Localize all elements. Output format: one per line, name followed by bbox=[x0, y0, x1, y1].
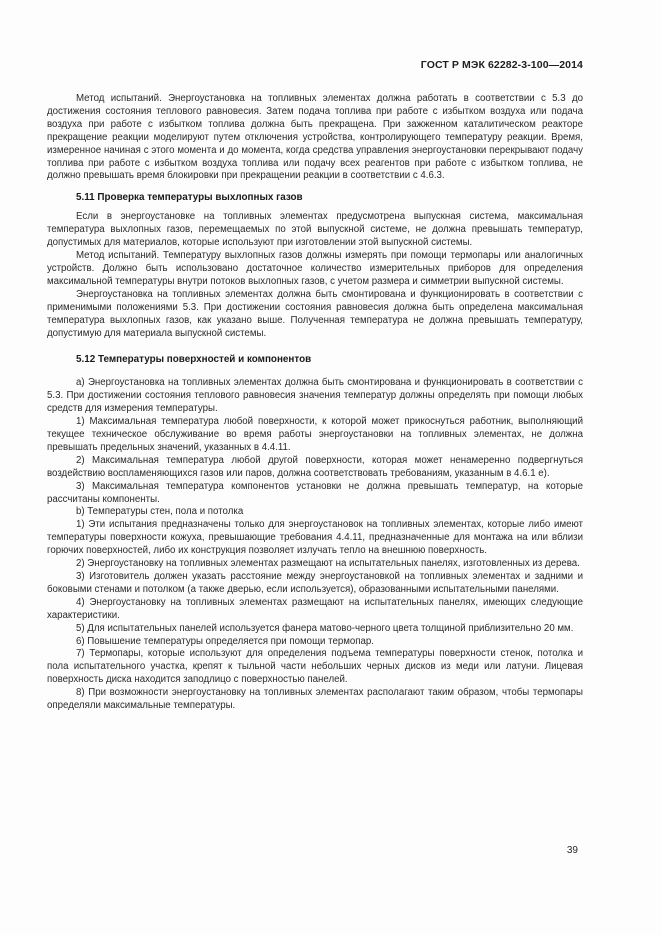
paragraph-5-12-b4: 4) Энергоустановку на топливных элементах размещают на испытательных панелях, имеющих следующие характеристики. bbox=[47, 596, 583, 621]
paragraph-5-12-b3: 3) Изготовитель должен указать расстояние между энергоустановкой на топливных элементах и задними и боковыми стенами и потолком (а также дверью, если используется), образованными испытательными панелями. bbox=[47, 571, 583, 595]
paragraph-5-12-a2: 2) Максимальная температура любой другой поверхности, которая может ненамеренно подвергнуться воздействию воспламеняющихся газов или паров, должна соответствовать требованиям, указанным в 4.6.1 е). bbox=[47, 454, 583, 479]
paragraph-5-12-a: а) Энергоустановка на топливных элементах должна быть смонтирована и функционировать в соответствии с 5.3. При достижении состояния теплового равновесия значения температур должны определять при помощи любых средств для измерения температуры. bbox=[47, 377, 583, 415]
paragraph-5-12-b7: 7) Термопары, которые используют для определения подъема температуры поверхности стенок, потолка и пола испытательного участка, крепят к тыльной части небольших черных дисков из меди или латуни. Лицевая поверхность диска находится заподлицо с поверхностью панелей. bbox=[47, 648, 583, 686]
standard-header: ГОСТ Р МЭК 62282-3-100—2014 bbox=[420, 59, 583, 71]
paragraph-5-12-b2: 2) Энергоустановку на топливных элементах размещают на испытательных панелях, изготовленных из дерева. bbox=[76, 558, 580, 570]
paragraph-5-11-1: Если в энергоустановке на топливных элементах предусмотрена выпускная система, максимальная температура выхлопных газов, перемещаемых по этой выпускной системе, не должна превышать температур, допустимых для материалов, которые используют при изготовлении этой выпускной системы. bbox=[47, 211, 583, 249]
paragraph-5-12-a3: 3) Максимальная температура компонентов установки не должна превышать температур, на которые рассчитаны компоненты. bbox=[47, 480, 583, 505]
paragraph-5-12-b6: 6) Повышение температуры определяется при помощи термопар. bbox=[76, 635, 375, 647]
paragraph-5-12-a1: 1) Максимальная температура любой поверхности, к которой может прикоснуться работник, выполняющий текущее техническое обслуживание во время работы энергоустановки на топливных элементах, не должна превышать предельных значений, указанных в 4.4.11. bbox=[47, 416, 583, 453]
document-body bbox=[47, 93, 583, 713]
paragraph-5-11-3: Энергоустановка на топливных элементах должна быть смонтирована и функционировать в соответствии с применимыми положениями 5.3. При достижении состояния равновесия должна быть определена максимальная температура выхлопных газов, как указано выше. Полученная температура не должна превышать температуру, допустимую для материала выпускной системы. bbox=[47, 288, 583, 339]
paragraph-5-12-b1: 1) Эти испытания предназначены только для энергоустановок на топливных элементах, которые либо имеют температуры поверхности кожуха, превышающие требования 4.4.11, предназначенные для монтажа на или вблизи горючих поверхностей, либо их конструкция позволяет излучать тепло на внешнюю поверхность. bbox=[47, 519, 583, 557]
paragraph-test-method: Метод испытаний. Энергоустановка на топливных элементах должна работать в соответствии с 5.3 до достижения состояния теплового равновесия. Затем подача топлива при работе с избытком воздуха или подача воздуха при работе с избытком топлива должна быть прекращена. При зажженном каталитическом реакторе прекращение реакции моделируют путем отключения устройства, контролирующего температуру реакции. Время, измеренное начиная с этого момента и до момента, когда средства управления энергоустановки перекрывают подачу топлива при работе с избытком воздуха топлива или подачу всех реагентов при работе с избытком топлива, не должно превышать время блокировки при прекращении реакции в соответствии с 4.6.3. bbox=[47, 93, 583, 182]
page-number: 39 bbox=[566, 845, 578, 856]
paragraph-5-12-b5: 5) Для испытательных панелей используется фанера матово-черного цвета толщиной приблизительно 20 мм. bbox=[76, 622, 574, 634]
paragraph-5-11-2: Метод испытаний. Температуру выхлопных газов должны измерять при помощи термопары или аналогичных устройств. Должно быть использовано достаточное количество измерительных приборов для определения максимальной температуры внутри потоков выхлопных газов, с учетом размера и симметрии выпускной системы. bbox=[47, 250, 583, 287]
paragraph-5-12-b8: 8) При возможности энергоустановку на топливных элементах располагают таким образом, чтобы термопары определяли максимальные температуры. bbox=[47, 687, 583, 712]
section-5-12-title: 5.12 Температуры поверхностей и компонентов bbox=[76, 354, 312, 366]
paragraph-5-12-b: b) Температуры стен, пола и потолка bbox=[76, 506, 244, 518]
section-5-11-title: 5.11 Проверка температуры выхлопных газов bbox=[76, 192, 303, 204]
